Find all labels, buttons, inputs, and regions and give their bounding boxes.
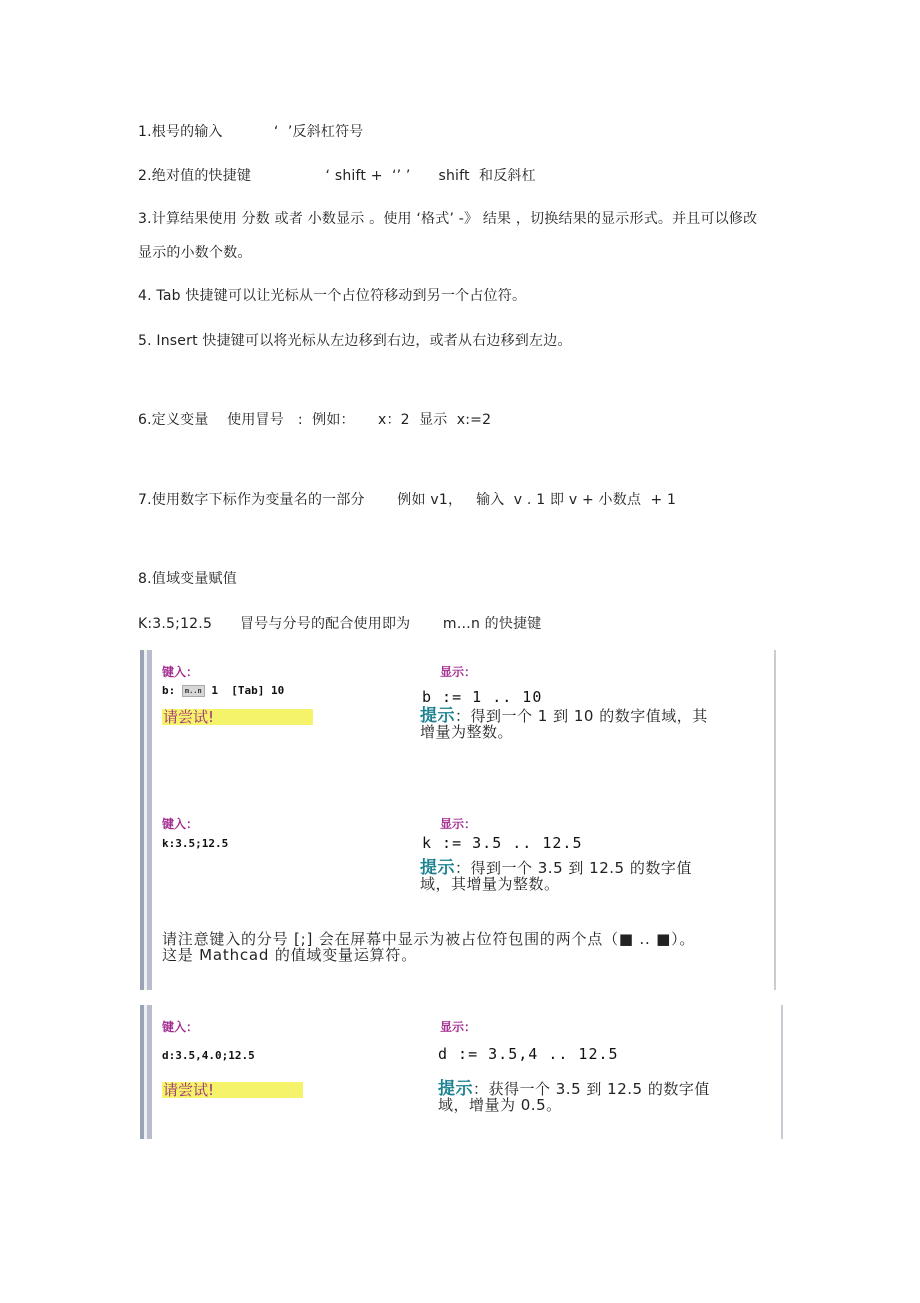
tip-body: ：得到一个 1 到 10 的数字值域，其增量为整数。	[420, 707, 708, 741]
note-line-5: 5. Insert 快捷键可以将光标从左边移到右边，或者从右边移到左边。	[138, 333, 572, 349]
note-line-8: 8.值域变量赋值	[138, 571, 237, 587]
tip-text	[420, 860, 710, 892]
range-key-badge-label: m..n	[184, 687, 202, 695]
display-example: d := 3.5,4 .. 12.5	[438, 1045, 619, 1063]
panel-left-border	[140, 650, 152, 990]
tip-label: 提示	[438, 1079, 473, 1099]
note-line-2: 2.绝对值的快捷键 ‘ shift + ‘’ ’ shift 和反斜杠	[138, 168, 536, 184]
display-example: k := 3.5 .. 12.5	[422, 834, 583, 852]
display-label: 显示：	[440, 1020, 477, 1034]
input-example: d:3.5,4.0;12.5	[162, 1049, 255, 1062]
mathcad-tutorial-panel-1	[140, 650, 776, 990]
input-label: 键入：	[162, 1020, 199, 1034]
panel-right-border	[774, 650, 776, 990]
input-suffix: 1 [Tab] 10	[204, 684, 285, 697]
panel-left-border	[140, 1005, 152, 1139]
display-label: 显示：	[440, 817, 477, 831]
tip-body: ：获得一个 3.5 到 12.5 的数字值域，增量为 0.5。	[438, 1080, 710, 1114]
input-example: k:3.5;12.5	[162, 837, 229, 850]
note-line-6: 6.定义变量 使用冒号 : 例如： x：2 显示 x:=2	[138, 412, 492, 428]
note-line-7: 7.使用数字下标作为变量名的一部分 例如 v1， 输入 v . 1 即 v + 小数点 + 1	[138, 492, 677, 508]
range-key-badge	[182, 685, 205, 697]
tip-label: 提示	[420, 706, 455, 726]
input-label: 键入：	[162, 665, 199, 679]
input-label: 键入：	[162, 817, 199, 831]
display-label: 显示：	[440, 665, 477, 679]
note-line-1: 1.根号的输入 ‘ ’反斜杠符号	[138, 124, 364, 140]
note-line-3: 3.计算结果使用 分数 或者 小数显示 。使用 ‘格式’ -》 结果 ，切换结果的显示形式。并且可以修改显示的小数个数。	[138, 211, 758, 261]
tip-body: ：得到一个 3.5 到 12.5 的数字值域，其增量为整数。	[420, 859, 692, 893]
try-it-field[interactable]: 请尝试!	[162, 1082, 303, 1098]
display-example: b := 1 .. 10	[422, 688, 543, 706]
note-line-4: 4. Tab 快捷键可以让光标从一个占位符移动到另一个占位符。	[138, 288, 527, 304]
input-prefix: b:	[162, 684, 176, 697]
tip-label: 提示	[420, 858, 455, 878]
semicolon-note: 请注意键入的分号 [;] 会在屏幕中显示为被占位符包围的两个点（■ .. ■）。这是 Mathcad 的值域变量运算符。	[162, 930, 696, 964]
note-line-9: K:3.5;12.5 冒号与分号的配合使用即为 m…n 的快捷键	[138, 616, 542, 632]
input-example	[162, 684, 284, 697]
tip-text	[438, 1081, 738, 1113]
panel-right-border	[781, 1005, 783, 1139]
try-it-field[interactable]: 请尝试!	[162, 709, 313, 725]
mathcad-tutorial-panel-2	[140, 1005, 783, 1139]
tip-text	[420, 708, 710, 740]
